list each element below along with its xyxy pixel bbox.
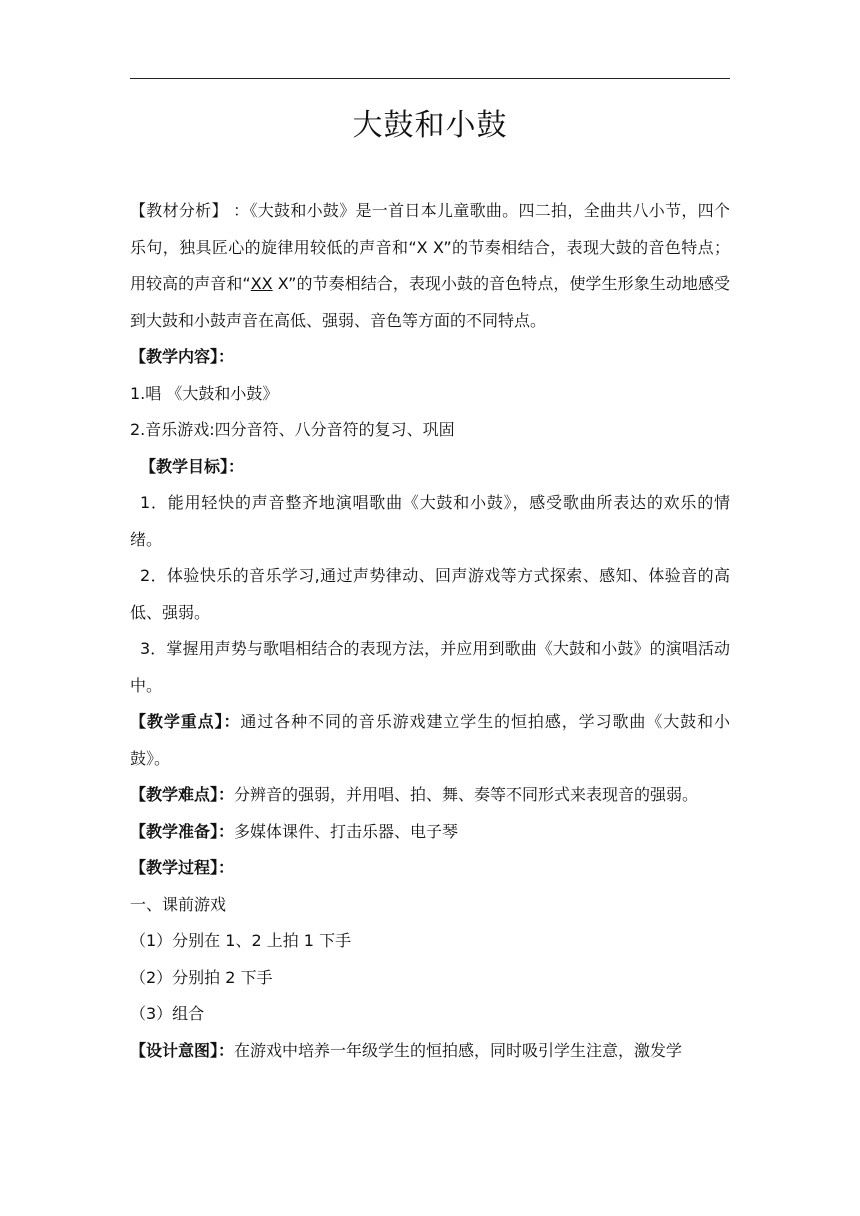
goal-item (130, 558, 730, 631)
goals-heading: 【教学目标】： (140, 456, 245, 476)
rhythm-small-drum-b: X (277, 274, 289, 293)
goal-item (130, 485, 730, 558)
analysis-label: 【教材分析】 (130, 201, 228, 220)
process-heading: 【教学过程】： (130, 858, 235, 877)
difficulty-text: 分辨音的强弱，并用唱、拍、舞、奏等不同形式来表现音的强弱。 (234, 785, 699, 804)
key-point-label: 【教学重点】： (130, 712, 241, 731)
content-item: 2.音乐游戏:四分音符、八分音符的复习、巩固 (130, 420, 455, 439)
key-point-text: 通过各种不同的音乐游戏建立学生的恒拍感，学习歌曲《大鼓和小鼓》。 (130, 712, 730, 768)
design-paragraph (130, 1033, 730, 1070)
goal-item-text: 1．能用轻快的声音整齐地演唱歌曲《大鼓和小鼓》，感受歌曲所表达的欢乐的情绪。 (130, 493, 730, 549)
key-point-paragraph (130, 704, 730, 777)
analysis-paragraph (130, 193, 730, 339)
document-body (130, 193, 730, 1069)
rhythm-big-drum: X X (416, 237, 444, 257)
goal-item-text: 2．体验快乐的音乐学习,通过声势律动、回声游戏等方式探索、感知、体验音的高低、强弱。 (130, 566, 730, 622)
design-label: 【设计意图】： (130, 1040, 235, 1060)
analysis-text-3: ”的节奏相结合，表现小鼓的音色特点，使学生形象生动地感受到大鼓和小鼓声音在高低、强弱、音色等方面的不同特点。 (130, 274, 731, 330)
analysis-text-1: ：《大鼓和小鼓》是一首日本儿童歌曲。四二拍，全曲共八小节，四个乐句，独具匠心的旋律用较低的声音和“ (130, 201, 730, 257)
content-heading: 【教学内容】： (130, 347, 235, 366)
process-step: （3）组合 (130, 1004, 205, 1023)
goal-item (130, 631, 730, 704)
header-rule (130, 78, 730, 79)
analysis-text-2: ”的节奏相结合，表现大鼓的音色特点；用较高的声音和“ (130, 237, 731, 293)
process-step: （2）分别拍 2 下手 (130, 967, 273, 987)
preparation-paragraph (130, 814, 730, 851)
rhythm-small-drum-a: XX (250, 274, 273, 293)
page-title: 大鼓和小鼓 (352, 108, 508, 143)
process-step: （1）分别在 1、2 上拍 1 下手 (130, 931, 352, 950)
design-text: 在游戏中培养一年级学生的恒拍感，同时吸引学生注意，激发学 (234, 1040, 683, 1060)
content-item: 1.唱 《大鼓和小鼓》 (130, 383, 279, 403)
section-heading: 一、课前游戏 (130, 894, 227, 914)
goal-item-text: 3．掌握用声势与歌唱相结合的表现方法，并应用到歌曲《大鼓和小鼓》的演唱活动中。 (130, 639, 730, 695)
difficulty-paragraph (130, 777, 730, 814)
preparation-label: 【教学准备】： (130, 821, 235, 841)
difficulty-label: 【教学难点】： (130, 785, 235, 804)
preparation-text: 多媒体课件、打击乐器、电子琴 (234, 821, 459, 841)
